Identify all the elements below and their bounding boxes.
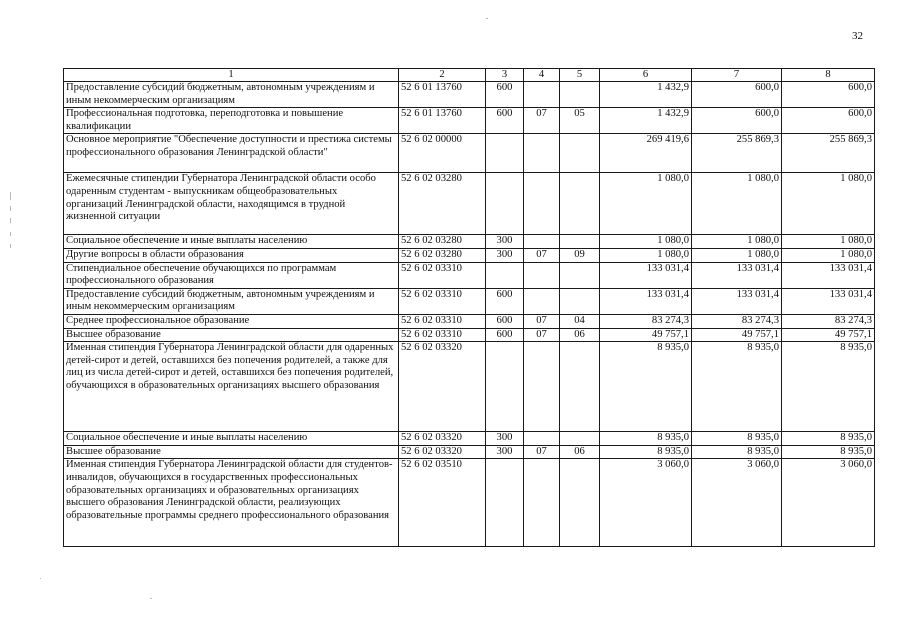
amount-col6: 1 432,9 — [600, 82, 692, 108]
amount-col7: 600,0 — [692, 82, 782, 108]
amount-col7: 8 935,0 — [692, 445, 782, 459]
table-row — [64, 173, 875, 235]
amount-col8: 600,0 — [782, 108, 875, 134]
section: 07 — [524, 328, 560, 342]
subsection — [560, 262, 600, 288]
table-row — [64, 432, 875, 446]
subsection — [560, 288, 600, 314]
section — [524, 173, 560, 235]
amount-col7: 1 080,0 — [692, 173, 782, 235]
amount-col6: 133 031,4 — [600, 262, 692, 288]
header-row — [64, 69, 875, 82]
table-row — [64, 342, 875, 432]
subsection — [560, 342, 600, 432]
table-row — [64, 262, 875, 288]
subsection — [560, 134, 600, 173]
expense-type: 300 — [486, 248, 524, 262]
subsection — [560, 82, 600, 108]
amount-col6: 49 757,1 — [600, 328, 692, 342]
amount-col8: 49 757,1 — [782, 328, 875, 342]
amount-col6: 1 432,9 — [600, 108, 692, 134]
expense-type: 300 — [486, 432, 524, 446]
target-code: 52 6 02 03510 — [399, 459, 486, 547]
subsection — [560, 173, 600, 235]
item-name: Предоставление субсидий бюджетным, автономным учреждениям и иным некоммерческим организациям — [64, 288, 399, 314]
amount-col8: 8 935,0 — [782, 342, 875, 432]
item-name: Ежемесячные стипендии Губернатора Ленинградской области особо одаренным студентам - выпускникам общеобразовательных организаций Ленинградской области, находящимся в трудной жизненной ситуации — [64, 173, 399, 235]
amount-col7: 1 080,0 — [692, 248, 782, 262]
table-row — [64, 235, 875, 249]
target-code: 52 6 02 03310 — [399, 288, 486, 314]
expense-type — [486, 134, 524, 173]
item-name: Именная стипендия Губернатора Ленинградской области для студентов-инвалидов, обучающихся в государственных профессиональных образовательных организациях и образовательных организациях высшего образования Ленинградской области, реализующих образовательные программы среднего профессионального образования — [64, 459, 399, 547]
amount-col6: 1 080,0 — [600, 173, 692, 235]
expense-type: 600 — [486, 314, 524, 328]
expense-type: 600 — [486, 82, 524, 108]
amount-col8: 255 869,3 — [782, 134, 875, 173]
expense-type: 600 — [486, 288, 524, 314]
amount-col6: 269 419,6 — [600, 134, 692, 173]
amount-col7: 3 060,0 — [692, 459, 782, 547]
table-row — [64, 248, 875, 262]
column-header: 8 — [782, 69, 875, 82]
item-name: Среднее профессиональное образование — [64, 314, 399, 328]
section — [524, 262, 560, 288]
amount-col8: 1 080,0 — [782, 235, 875, 249]
target-code: 52 6 01 13760 — [399, 108, 486, 134]
page-number: 32 — [852, 30, 863, 42]
table-row — [64, 288, 875, 314]
item-name: Высшее образование — [64, 328, 399, 342]
amount-col6: 1 080,0 — [600, 235, 692, 249]
section: 07 — [524, 108, 560, 134]
target-code: 52 6 02 03320 — [399, 432, 486, 446]
scan-mark — [10, 232, 11, 236]
expense-type: 600 — [486, 108, 524, 134]
table-row — [64, 134, 875, 173]
item-name: Социальное обеспечение и иные выплаты населению — [64, 235, 399, 249]
amount-col8: 133 031,4 — [782, 288, 875, 314]
amount-col6: 8 935,0 — [600, 342, 692, 432]
expense-type: 300 — [486, 235, 524, 249]
item-name: Предоставление субсидий бюджетным, автономным учреждениям и иным некоммерческим организациям — [64, 82, 399, 108]
amount-col7: 8 935,0 — [692, 342, 782, 432]
amount-col7: 1 080,0 — [692, 235, 782, 249]
item-name: Стипендиальное обеспечение обучающихся по программам профессионального образования — [64, 262, 399, 288]
subsection: 09 — [560, 248, 600, 262]
column-header: 4 — [524, 69, 560, 82]
amount-col8: 600,0 — [782, 82, 875, 108]
amount-col7: 49 757,1 — [692, 328, 782, 342]
section: 07 — [524, 445, 560, 459]
scan-mark — [10, 244, 11, 248]
target-code: 52 6 02 03280 — [399, 173, 486, 235]
amount-col6: 1 080,0 — [600, 248, 692, 262]
target-code: 52 6 02 00000 — [399, 134, 486, 173]
target-code: 52 6 02 03320 — [399, 342, 486, 432]
item-name: Социальное обеспечение и иные выплаты населению — [64, 432, 399, 446]
target-code: 52 6 02 03310 — [399, 328, 486, 342]
section — [524, 432, 560, 446]
scan-mark — [150, 598, 152, 599]
section — [524, 82, 560, 108]
column-header: 5 — [560, 69, 600, 82]
section — [524, 342, 560, 432]
amount-col7: 133 031,4 — [692, 288, 782, 314]
section — [524, 288, 560, 314]
item-name: Профессиональная подготовка, переподготовка и повышение квалификации — [64, 108, 399, 134]
item-name: Высшее образование — [64, 445, 399, 459]
amount-col6: 8 935,0 — [600, 445, 692, 459]
expense-type: 300 — [486, 445, 524, 459]
amount-col6: 3 060,0 — [600, 459, 692, 547]
amount-col8: 8 935,0 — [782, 445, 875, 459]
section — [524, 459, 560, 547]
target-code: 52 6 02 03280 — [399, 235, 486, 249]
subsection: 06 — [560, 445, 600, 459]
target-code: 52 6 02 03320 — [399, 445, 486, 459]
amount-col6: 8 935,0 — [600, 432, 692, 446]
section: 07 — [524, 248, 560, 262]
table-row — [64, 108, 875, 134]
table-row — [64, 328, 875, 342]
subsection — [560, 432, 600, 446]
subsection — [560, 459, 600, 547]
table-row — [64, 82, 875, 108]
subsection: 06 — [560, 328, 600, 342]
scan-mark — [40, 578, 41, 579]
amount-col8: 3 060,0 — [782, 459, 875, 547]
column-header: 1 — [64, 69, 399, 82]
subsection: 04 — [560, 314, 600, 328]
target-code: 52 6 02 03310 — [399, 314, 486, 328]
expense-type: 600 — [486, 328, 524, 342]
amount-col7: 83 274,3 — [692, 314, 782, 328]
target-code: 52 6 01 13760 — [399, 82, 486, 108]
item-name: Основное мероприятие "Обеспечение доступности и престижа системы профессионального образования Ленинградской области" — [64, 134, 399, 173]
column-header: 6 — [600, 69, 692, 82]
section — [524, 235, 560, 249]
scan-mark — [486, 18, 488, 19]
target-code: 52 6 02 03280 — [399, 248, 486, 262]
amount-col8: 1 080,0 — [782, 248, 875, 262]
subsection — [560, 235, 600, 249]
amount-col8: 133 031,4 — [782, 262, 875, 288]
item-name: Именная стипендия Губернатора Ленинградской области для одаренных детей-сирот и детей, оставшихся без попечения родителей, а также для лиц из числа детей-сирот и детей, оставшихся без попечения родителей, обучающихся в образовательных организациях высшего образования — [64, 342, 399, 432]
amount-col7: 600,0 — [692, 108, 782, 134]
amount-col8: 8 935,0 — [782, 432, 875, 446]
subsection: 05 — [560, 108, 600, 134]
column-header: 7 — [692, 69, 782, 82]
column-header: 3 — [486, 69, 524, 82]
scan-mark — [10, 218, 11, 223]
expense-type — [486, 342, 524, 432]
item-name: Другие вопросы в области образования — [64, 248, 399, 262]
expense-type — [486, 459, 524, 547]
target-code: 52 6 02 03310 — [399, 262, 486, 288]
amount-col7: 8 935,0 — [692, 432, 782, 446]
amount-col7: 133 031,4 — [692, 262, 782, 288]
table-row — [64, 445, 875, 459]
expense-type — [486, 173, 524, 235]
table-row — [64, 459, 875, 547]
scan-mark — [10, 192, 11, 200]
amount-col6: 133 031,4 — [600, 288, 692, 314]
amount-col7: 255 869,3 — [692, 134, 782, 173]
table-row — [64, 314, 875, 328]
column-header: 2 — [399, 69, 486, 82]
expense-type — [486, 262, 524, 288]
budget-table — [63, 68, 875, 547]
amount-col8: 83 274,3 — [782, 314, 875, 328]
scan-mark — [10, 206, 11, 211]
amount-col8: 1 080,0 — [782, 173, 875, 235]
amount-col6: 83 274,3 — [600, 314, 692, 328]
section: 07 — [524, 314, 560, 328]
section — [524, 134, 560, 173]
